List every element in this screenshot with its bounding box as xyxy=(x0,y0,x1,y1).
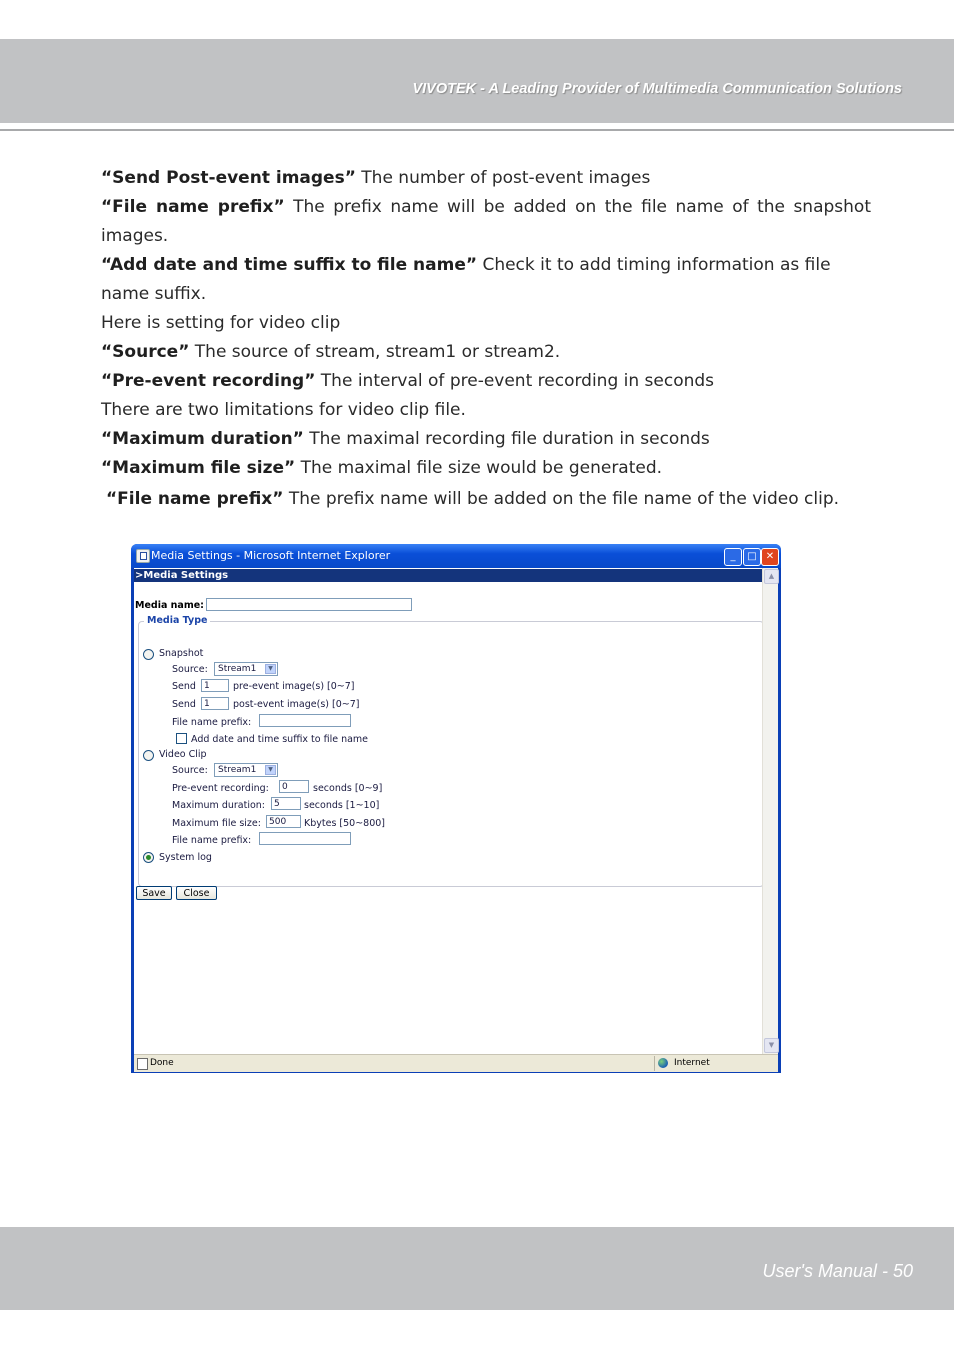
video-clip-radio[interactable] xyxy=(143,750,154,761)
close-window-button[interactable]: ✕ xyxy=(761,548,779,566)
desc-add-date-time-suffix: Check it to add timing information as file name suffix. xyxy=(101,255,831,304)
vertical-scrollbar[interactable] xyxy=(762,568,778,1054)
security-zone-text: Internet xyxy=(674,1058,710,1068)
term-maximum-file-size: “Maximum file size” xyxy=(101,458,296,478)
term-pre-event-recording: “Pre-event recording” xyxy=(101,371,316,391)
paragraph-video-clip-intro: Here is setting for video clip xyxy=(101,313,341,333)
system-log-label: System log xyxy=(159,852,212,863)
internet-globe-icon xyxy=(658,1058,668,1068)
video-prefix-label: File name prefix: xyxy=(172,835,252,846)
paragraph-pre-event-recording xyxy=(101,367,871,396)
header-tagline: VIVOTEK - A Leading Provider of Multimedia Communication Solutions xyxy=(412,81,902,97)
send-pre-label: Send xyxy=(172,681,196,692)
max-file-size-suffix: Kbytes [50~800] xyxy=(304,818,386,829)
video-clip-label: Video Clip xyxy=(159,749,207,760)
max-duration-suffix: seconds [1~10] xyxy=(304,800,380,811)
desc-file-name-prefix-video: The prefix name will be added on the file name of the video clip. xyxy=(283,489,840,509)
chevron-down-icon: ▼ xyxy=(265,765,276,775)
scroll-down-icon[interactable]: ▼ xyxy=(764,1038,779,1053)
desc-maximum-file-size: The maximal file size would be generated. xyxy=(295,458,663,478)
term-file-name-prefix-video: “File name prefix” xyxy=(106,489,284,509)
snapshot-source-label: Source: xyxy=(172,664,208,675)
paragraph-maximum-file-size xyxy=(101,454,871,483)
ie-page-icon xyxy=(136,549,150,563)
video-prefix-input[interactable] xyxy=(259,832,351,845)
media-type-legend: Media Type xyxy=(144,615,210,626)
term-file-name-prefix: “File name prefix” xyxy=(101,197,285,217)
system-log-radio[interactable] xyxy=(143,852,154,863)
minimize-button[interactable]: _ xyxy=(724,548,742,566)
scroll-up-icon[interactable]: ▲ xyxy=(764,569,779,584)
paragraph-file-name-prefix-video xyxy=(101,485,871,514)
max-file-size-input[interactable]: 500 xyxy=(266,815,301,828)
post-event-images-suffix: post-event image(s) [0~7] xyxy=(233,699,360,710)
desc-pre-event-recording: The interval of pre-event recording in seconds xyxy=(315,371,715,391)
media-name-label: Media name: xyxy=(135,600,204,611)
max-duration-label: Maximum duration: xyxy=(172,800,266,811)
snapshot-radio[interactable] xyxy=(143,649,154,660)
chevron-down-icon: ▼ xyxy=(265,664,276,674)
snapshot-source-value: Stream1 xyxy=(218,664,257,674)
manual-body xyxy=(101,164,871,514)
desc-send-post-event: The number of post-event images xyxy=(355,168,651,188)
window-titlebar[interactable] xyxy=(131,544,781,568)
pre-event-recording-suffix: seconds [0~9] xyxy=(313,783,383,794)
window-client-area xyxy=(134,568,778,1054)
send-post-label: Send xyxy=(172,699,196,710)
date-time-suffix-checkbox[interactable] xyxy=(176,733,187,744)
page-done-icon xyxy=(137,1058,148,1070)
paragraph-add-date-time-suffix xyxy=(101,251,871,309)
media-settings-window xyxy=(131,544,781,1073)
date-time-suffix-label: Add date and time suffix to file name xyxy=(191,734,369,745)
term-add-date-time-suffix: “Add date and time suffix to file name” xyxy=(101,255,478,275)
status-bar xyxy=(134,1054,778,1072)
paragraph-source xyxy=(101,338,871,367)
status-text: Done xyxy=(150,1058,174,1068)
media-type-group xyxy=(138,621,764,887)
desc-file-name-prefix: The prefix name will be added on the file name of the snapshot images. xyxy=(101,197,871,246)
paragraph-maximum-duration xyxy=(101,425,871,454)
max-file-size-label: Maximum file size: xyxy=(172,818,261,829)
video-source-select[interactable] xyxy=(214,763,278,777)
pre-event-images-suffix: pre-event image(s) [0~7] xyxy=(233,681,355,692)
video-source-value: Stream1 xyxy=(218,765,257,775)
term-source: “Source” xyxy=(101,342,190,362)
post-event-images-input[interactable]: 1 xyxy=(201,697,229,710)
paragraph-file-name-prefix-snapshot xyxy=(101,193,871,251)
status-divider xyxy=(654,1056,655,1071)
max-duration-input[interactable]: 5 xyxy=(271,797,301,810)
term-maximum-duration: “Maximum duration” xyxy=(101,429,304,449)
desc-maximum-duration: The maximal recording file duration in seconds xyxy=(303,429,710,449)
term-send-post-event: “Send Post-event images” xyxy=(101,168,356,188)
snapshot-label: Snapshot xyxy=(159,648,204,659)
maximize-button[interactable]: □ xyxy=(743,548,761,566)
pre-event-recording-label: Pre-event recording: xyxy=(172,783,269,794)
header-divider xyxy=(0,129,954,131)
video-source-label: Source: xyxy=(172,765,208,776)
snapshot-prefix-input[interactable] xyxy=(259,714,351,727)
pre-event-images-input[interactable]: 1 xyxy=(201,679,229,692)
page-number: User's Manual - 50 xyxy=(762,1261,913,1281)
paragraph-send-post-event xyxy=(101,164,871,193)
close-button[interactable]: Close xyxy=(176,886,217,900)
snapshot-prefix-label: File name prefix: xyxy=(172,717,252,728)
desc-source: The source of stream, stream1 or stream2. xyxy=(189,342,561,362)
snapshot-source-select[interactable] xyxy=(214,662,278,676)
page-header: >Media Settings xyxy=(134,569,763,582)
save-button[interactable]: Save xyxy=(136,886,172,900)
paragraph-limitations: There are two limitations for video clip file. xyxy=(101,400,466,420)
window-title: Media Settings - Microsoft Internet Explorer xyxy=(151,549,391,562)
media-name-input[interactable] xyxy=(206,598,412,611)
pre-event-recording-input[interactable]: 0 xyxy=(279,780,309,793)
